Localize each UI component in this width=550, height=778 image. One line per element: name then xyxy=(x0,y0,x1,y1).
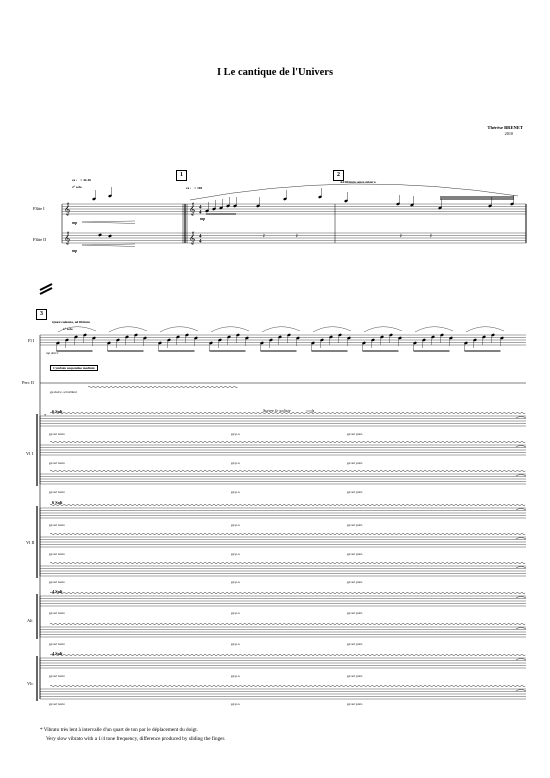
instrument-label-perc2: Perc II xyxy=(22,380,34,385)
tie xyxy=(516,509,526,511)
rest-icon: 𝄽 xyxy=(296,233,298,240)
instrument-label-flute-1: Flûte I xyxy=(33,206,45,211)
rest-icon: 𝄽 xyxy=(263,233,265,240)
rehearsal-mark-1: 1 xyxy=(176,170,187,181)
vibrato-wave xyxy=(50,441,525,442)
notehead xyxy=(108,234,112,237)
tie xyxy=(516,567,526,569)
solo-marking-2: 2° solo xyxy=(72,185,82,189)
dyn-sul-pont-row-9: pp sul pont. xyxy=(347,674,363,678)
perc-instrument-box: Cymbale suspendue medium xyxy=(50,365,98,371)
dyn-sul-pont-row-5: pp sul pont. xyxy=(347,552,363,556)
tempo-marking-a: ca ♩ = 44-46 xyxy=(72,178,91,182)
time-signature: 4 xyxy=(199,234,202,240)
dyn-po-row-4: pp p.o. xyxy=(231,523,241,527)
dyn-sul-pont-row-10: pp sul pont. xyxy=(347,702,363,706)
dyn-po-row-7: pp p.o. xyxy=(231,611,241,615)
dyn-sul-pont-row-6: pp sul pont. xyxy=(347,580,363,584)
dyn-sul-tasto-row-6: pp sul tasto xyxy=(49,580,65,584)
dynamic-flute-2: mp xyxy=(72,248,78,253)
dyn-sul-pont-row-3: pp sul pont. xyxy=(347,490,363,494)
slur xyxy=(262,327,300,332)
solo-marking-1: 1° solo xyxy=(63,327,73,331)
dyn-sul-pont-row-2: pp sul pont. xyxy=(347,461,363,465)
dynamic-flute-1-m1: mp xyxy=(200,216,206,221)
slur xyxy=(466,327,504,332)
slur xyxy=(211,327,249,332)
treble-clef-icon: 𝄞 xyxy=(64,231,71,245)
tie xyxy=(516,659,526,661)
instrument-label-vl1: Vl I xyxy=(26,451,33,456)
arrow-icon xyxy=(306,410,314,413)
dyn-po-row-8: pp p.o. xyxy=(231,642,241,646)
slur xyxy=(160,327,198,332)
rehearsal-mark-3: 3 xyxy=(36,309,47,320)
dyn-sul-tasto-row-5: pp sul tasto xyxy=(49,552,65,556)
slur xyxy=(109,327,147,332)
group-label-vl2: 6 Soli xyxy=(52,500,63,505)
vibrato-wave xyxy=(50,562,525,563)
tie xyxy=(516,538,526,540)
dyn-sul-tasto-row-3: pp sul tasto xyxy=(49,490,65,494)
dynamic-flute-1: mp xyxy=(72,220,78,225)
slur xyxy=(190,184,518,200)
slur xyxy=(415,327,453,332)
tie xyxy=(516,690,526,692)
dyn-sul-tasto-row-8: pp sul tasto xyxy=(49,642,65,646)
instrument-label-vlc: Vlc xyxy=(27,681,34,686)
tie xyxy=(516,417,526,419)
hairpin xyxy=(82,221,135,224)
dyn-po-row-10: pp p.o. xyxy=(231,702,241,706)
direction-ad-libitum: Ad libitum senza misura xyxy=(340,180,376,184)
tie xyxy=(516,628,526,630)
dyn-sul-tasto-row-9: pp sul tasto xyxy=(49,674,65,678)
tie xyxy=(516,446,526,448)
vibrato-wave xyxy=(50,533,525,534)
instrument-label-vl2: Vl II xyxy=(26,540,35,545)
treble-clef-icon: 𝄞 xyxy=(189,231,196,245)
vibrato-wave xyxy=(50,592,525,593)
tempo-marking-b: ca ♩ = 100 xyxy=(186,186,203,190)
group-label-vlc: 4 Soli xyxy=(52,651,63,656)
dynamic-perc: pp dolce, scintillant xyxy=(50,390,77,394)
group-label-vl1: 6 Soli xyxy=(52,409,63,414)
vibrato-wave xyxy=(50,623,525,624)
section-direction: Quasi cadenza, ad libitum xyxy=(52,320,90,324)
page-title: I Le cantique de l'Univers xyxy=(216,67,334,78)
tie xyxy=(516,475,526,477)
follow-soloist-text: Suivre le soliste xyxy=(263,408,291,413)
rehearsal-mark-2: 2 xyxy=(333,170,344,181)
time-signature: 4 xyxy=(199,239,202,245)
dyn-sul-pont-row-7: pp sul pont. xyxy=(347,611,363,615)
composition-year: 2010 xyxy=(504,131,513,136)
treble-clef-icon: 𝄞 xyxy=(189,202,196,216)
instrument-label-alt: Alt xyxy=(27,618,33,623)
dyn-po-row-6: pp p.o. xyxy=(231,580,241,584)
notehead xyxy=(98,233,102,236)
rest-icon: 𝄽 xyxy=(400,233,402,240)
footnote-english: Very slow vibrato with a 1/4 tone frequency, difference produced by sliding the finger. xyxy=(46,736,226,742)
time-signature: 4 xyxy=(199,210,202,216)
instrument-label-flute-2: Flûte II xyxy=(33,237,47,242)
slur xyxy=(313,327,351,332)
vibrato-wave xyxy=(50,504,525,505)
dyn-po-row-1: pp p.o. xyxy=(231,432,241,436)
dynamic-fl1: mp dolce xyxy=(46,351,59,355)
tremolo-wave xyxy=(88,386,238,387)
footnote-french: * Vibrato très lent à intervalle d'un quart de ton par le déplacement du doigt. xyxy=(40,727,198,733)
dyn-sul-tasto-row-10: pp sul tasto xyxy=(49,702,65,706)
dyn-sul-tasto-row-4: pp sul tasto xyxy=(49,523,65,527)
asterisk-mark: * xyxy=(44,413,47,418)
composer-name: Thérèse BRENET xyxy=(487,125,523,130)
dyn-sul-pont-row-4: pp sul pont. xyxy=(347,523,363,527)
group-label-alt: 4 Soli xyxy=(52,589,63,594)
dyn-sul-tasto-row-1: pp sul tasto xyxy=(49,432,65,436)
dyn-po-row-3: pp p.o. xyxy=(231,490,241,494)
time-signature: 4 xyxy=(199,205,202,211)
instrument-label-fl1: Fl I xyxy=(28,338,35,343)
tie xyxy=(516,597,526,599)
dyn-sul-tasto-row-2: pp sul tasto xyxy=(49,461,65,465)
vibrato-wave xyxy=(50,685,525,686)
treble-clef-icon: 𝄞 xyxy=(64,202,71,216)
dyn-sul-pont-row-8: pp sul pont. xyxy=(347,642,363,646)
dyn-sul-pont-row-1: pp sul pont. xyxy=(347,432,363,436)
dyn-po-row-2: pp p.o. xyxy=(231,461,241,465)
vibrato-wave xyxy=(50,654,525,655)
slur xyxy=(364,327,402,332)
dyn-po-row-9: pp p.o. xyxy=(231,674,241,678)
vibrato-wave xyxy=(50,470,525,471)
rest-icon: 𝄽 xyxy=(430,233,432,240)
hairpin xyxy=(82,244,135,247)
dyn-sul-tasto-row-7: pp sul tasto xyxy=(49,611,65,615)
dyn-po-row-5: pp p.o. xyxy=(231,552,241,556)
